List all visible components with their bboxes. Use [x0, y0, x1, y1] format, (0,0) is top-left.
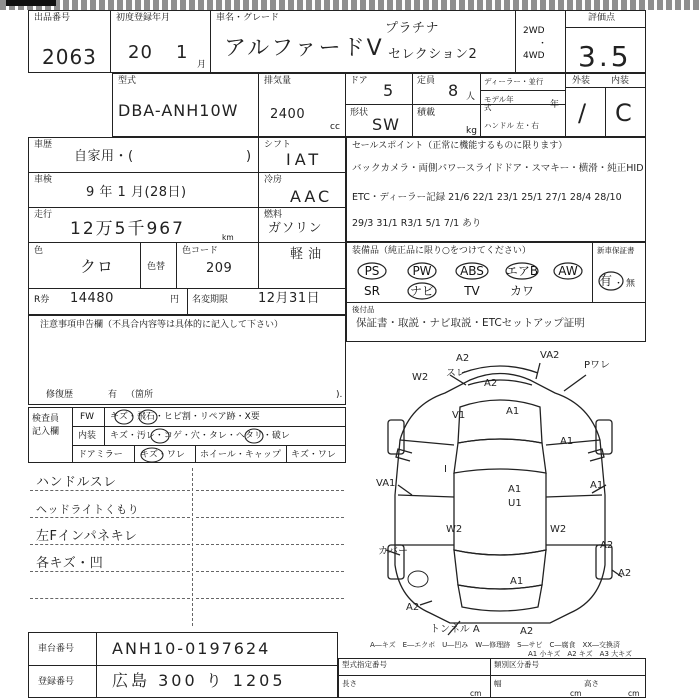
- wheel-items: キズ・ワレ: [291, 450, 336, 460]
- diag-mark-w2-right: W2: [550, 524, 567, 535]
- length-label: 長さ: [342, 679, 357, 688]
- diag-mark-w2-front: W2: [412, 372, 429, 383]
- diag-text-crack: Pワレ: [584, 360, 611, 371]
- body-label: 形状: [350, 108, 369, 118]
- width-unit: cm: [570, 689, 582, 698]
- diag-mark-a1-rear: A1: [510, 576, 524, 587]
- repair-history-label: 修復歴: [46, 390, 74, 400]
- interior-label: 内装: [611, 76, 630, 86]
- inspector-circles: [28, 407, 346, 463]
- remark-1: ハンドルスレ: [36, 475, 117, 490]
- diagram-legend-1: A―キズ E―エクボ U―凹み W―修理跡 S―サビ C―腐食 XX―交換済: [370, 641, 621, 649]
- sales-point-line-1: バックカメラ・両側パワースライドドア・スマキー・横滑・純正HID: [352, 163, 644, 174]
- tax-deadline-label: 名変期限: [192, 295, 229, 305]
- remark-3: 左Fインパネキレ: [36, 529, 138, 544]
- mirror-label: ドアミラー: [78, 450, 123, 460]
- equip-aw: AW: [558, 264, 578, 278]
- capacity-value: 8: [448, 81, 460, 100]
- first-registration-month: 1: [176, 42, 189, 63]
- diag-text-tunnel: トンネル A: [430, 624, 480, 635]
- fuel-label: 燃料: [264, 210, 283, 220]
- shift-value: IAT: [286, 150, 323, 169]
- model-name: アルファードV: [224, 36, 384, 61]
- shift-label: シフト: [264, 140, 292, 150]
- inspector-label-2: 記入欄: [32, 427, 60, 437]
- warranty-sep: ・: [614, 279, 624, 289]
- score-value: 3.5: [578, 40, 632, 73]
- ac-value: AAC: [290, 187, 333, 206]
- month-unit: 月: [197, 60, 207, 70]
- color-label: 色: [34, 246, 44, 256]
- car-damage-diagram: [350, 345, 646, 645]
- lot-number: 2063: [42, 45, 97, 69]
- color-code-label: 色コード: [182, 246, 219, 256]
- color-code-value: 209: [206, 261, 233, 276]
- equip-ps: PS: [364, 264, 380, 278]
- equip-airbag: エアB: [505, 264, 539, 278]
- exterior-label: 外装: [572, 76, 591, 86]
- repair-has: 有: [108, 390, 118, 400]
- recycle-label: R券: [34, 295, 50, 305]
- exterior-score: /: [578, 99, 590, 127]
- diag-text-i: I: [444, 464, 447, 475]
- diag-mark-a1-roof: A1: [508, 484, 522, 495]
- diag-mark-a2-front: A2: [456, 353, 470, 364]
- diag-mark-w2-left: W2: [446, 524, 463, 535]
- recycle-value: 14480: [70, 291, 114, 306]
- warranty-no: 無: [626, 279, 636, 289]
- repair-place-label: （箇所: [126, 390, 154, 400]
- chassis-label: 車台番号: [38, 644, 75, 654]
- chassis-value: ANH10-0197624: [112, 639, 271, 658]
- mileage-label: 走行: [34, 210, 53, 220]
- first-registration-label: 初度登録年月: [116, 13, 171, 23]
- diag-mark-a1-left: A1: [590, 480, 604, 491]
- form-label-2: 類別区分番号: [494, 660, 539, 669]
- equip-pw: PW: [412, 264, 432, 278]
- color-value: クロ: [80, 257, 115, 276]
- equip-tv: TV: [464, 284, 480, 298]
- diag-mark-a2-left-rear: A2: [406, 602, 420, 613]
- displacement-unit: cc: [330, 122, 340, 132]
- equip-abs: ABS: [460, 264, 484, 278]
- equip-leather: カワ: [509, 284, 534, 298]
- sales-point-line-2: ETC・ディーラー記録 21/6 22/1 23/1 25/1 27/1 28/4 28/10: [352, 192, 622, 203]
- diag-mark-va1: VA1: [376, 478, 396, 489]
- displacement-label: 排気量: [264, 76, 292, 86]
- other-equipment-value: 保証書・取説・ナビ取説・ETCセットアップ証明: [356, 317, 585, 329]
- fuel-value: ガソリン: [268, 221, 323, 236]
- model-year-label: モデル年式: [484, 95, 514, 112]
- grade-line-1: プラチナ: [385, 21, 440, 36]
- inspection-value: 9 年 1 月(28日): [86, 185, 187, 200]
- registration-value: 広島 300 り 1205: [112, 671, 286, 690]
- drive-separator: ・: [538, 39, 548, 49]
- mileage-value: 12万5千967: [70, 219, 185, 239]
- fw-items: キズ・飛石・ヒビ割・リペア跡・X要: [110, 412, 260, 422]
- drive-4wd: 4WD: [523, 51, 545, 61]
- drive-2wd: 2WD: [523, 26, 545, 36]
- diag-mark-a2-right: A2: [600, 540, 614, 551]
- equip-sr: SR: [364, 284, 380, 298]
- usage-label: 車歴: [34, 140, 53, 150]
- type-value: DBA-ANH10W: [118, 101, 239, 120]
- recycle-unit: 円: [170, 295, 180, 305]
- grade-line-2: セレクション2: [388, 47, 478, 62]
- loading-label: 積載: [417, 108, 436, 118]
- mirror-items: キズ・ワレ: [140, 450, 185, 460]
- warranty-yes: 有: [599, 274, 613, 289]
- handle-label: ハンドル 左・右: [484, 121, 539, 130]
- usage-close: ): [246, 149, 252, 164]
- type-label: 型式: [118, 76, 137, 86]
- usage-value: 自家用・(: [74, 149, 134, 164]
- doors-label: ドア: [350, 76, 368, 86]
- remark-2: ヘッドライトくもり: [36, 503, 140, 516]
- interior-inspect-label: 内装: [78, 431, 97, 441]
- capacity-label: 定員: [417, 76, 436, 86]
- diag-mark-a2-right-rear: A2: [618, 568, 632, 579]
- equipment-label: 装備品（純正品に限り○をつけてください）: [352, 246, 531, 256]
- diag-mark-a2-roof: A2: [484, 378, 498, 389]
- score-label: 評価点: [588, 13, 616, 23]
- diag-mark-a1-hood: A1: [506, 406, 520, 417]
- warranty-label: 新車保証書: [597, 246, 635, 255]
- doors-value: 5: [383, 81, 395, 100]
- body-value: SW: [372, 115, 400, 134]
- diag-mark-a2-bottom: A2: [520, 626, 534, 637]
- inspector-label-1: 検査員: [32, 414, 60, 424]
- height-unit: cm: [628, 689, 640, 698]
- loading-unit: kg: [466, 126, 477, 136]
- registration-label: 登録番号: [38, 677, 75, 687]
- height-label: 高さ: [584, 679, 599, 688]
- notes-label: 注意事項申告欄（不具合内容等は具体的に記入して下さい）: [40, 320, 284, 330]
- diag-text-scratch: スレ: [446, 368, 466, 379]
- diag-text-u1: U1: [508, 498, 522, 509]
- other-equipment-label: 後付品: [352, 305, 375, 314]
- diag-mark-v1: V1: [452, 410, 466, 421]
- sales-point-line-3: 29/3 31/1 R3/1 5/1 7/1 あり: [352, 218, 482, 229]
- ac-label: 冷房: [264, 175, 283, 185]
- sales-points-label: セールスポイント（正常に機能するものに限ります）: [352, 141, 568, 151]
- year-unit: 年: [550, 100, 560, 110]
- model-name-label: 車名・グレード: [216, 13, 280, 23]
- dealer-label: ディーラー・並行: [484, 77, 544, 86]
- equip-navi: ナビ: [409, 284, 434, 298]
- inspection-label: 車検: [34, 175, 53, 185]
- length-unit: cm: [470, 689, 482, 698]
- repair-close: ).: [336, 390, 343, 400]
- diag-text-cover: カバー: [378, 546, 408, 557]
- first-registration-year: 20: [128, 42, 153, 63]
- tax-deadline-value: 12月31日: [258, 291, 321, 306]
- wheel-label: ホイール・キャップ: [200, 450, 281, 460]
- displacement-value: 2400: [270, 107, 306, 122]
- diag-mark-a1-right: A1: [560, 436, 574, 447]
- fw-label: FW: [80, 412, 95, 422]
- diagram-legend-2: A1 小キズ A2 キズ A3 大キズ: [528, 650, 632, 658]
- form-label-1: 型式指定番号: [342, 660, 387, 669]
- interior-score: C: [615, 99, 635, 127]
- diag-mark-va2: VA2: [540, 350, 560, 361]
- top-badge: [6, 0, 56, 6]
- width-label: 幅: [494, 679, 502, 688]
- color-change-label: 色替: [147, 262, 166, 272]
- remark-4: 各キズ・凹: [36, 556, 104, 571]
- mileage-unit: km: [222, 233, 234, 242]
- interior-inspect-items: キズ・汚レ・コゲ・穴・タレ・ヘタリ・破レ: [110, 431, 290, 441]
- capacity-unit: 人: [466, 92, 476, 102]
- lot-number-label: 出品番号: [34, 13, 71, 23]
- fuel-diesel: 軽 油: [290, 247, 322, 262]
- top-border-strip: [0, 0, 700, 10]
